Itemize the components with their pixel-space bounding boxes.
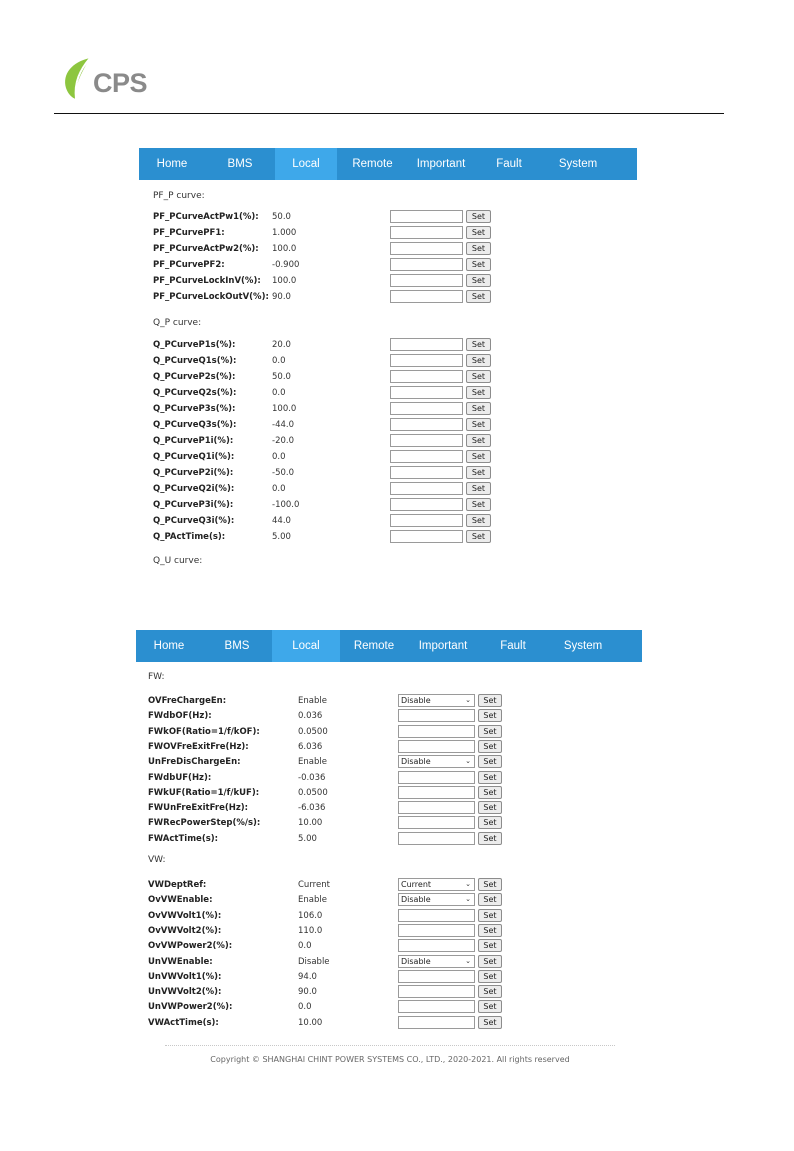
- value-input[interactable]: [390, 434, 463, 447]
- setting-row: [153, 450, 637, 466]
- current-value: 1.000: [272, 228, 297, 238]
- setting-row: [148, 955, 642, 971]
- set-button[interactable]: Set: [478, 909, 502, 922]
- chevron-down-icon: ⌄: [465, 895, 471, 904]
- setting-label: Q_PCurveP3i(%):: [153, 500, 234, 510]
- set-button[interactable]: Set: [478, 816, 502, 829]
- leaf-icon: [60, 56, 96, 100]
- current-value: 0.0500: [298, 787, 328, 798]
- set-button[interactable]: Set: [466, 466, 491, 479]
- value-input[interactable]: [390, 466, 463, 479]
- value-input[interactable]: [390, 514, 463, 527]
- select-value: Disable: [401, 956, 431, 966]
- current-value: 50.0: [272, 212, 291, 222]
- setting-label: PF_PCurveLockOutV(%):: [153, 292, 269, 302]
- current-value: 10.00: [298, 818, 323, 829]
- setting-label: FWRecPowerStep(%/s):: [148, 818, 261, 829]
- setting-row: [148, 694, 642, 710]
- current-value: 100.0: [272, 276, 297, 286]
- current-value: 0.0: [272, 356, 286, 366]
- cps-logo: [60, 56, 170, 104]
- current-value: 0.0: [272, 484, 286, 494]
- value-input[interactable]: [390, 354, 463, 367]
- section-title-q-u-curve: Q_U curve:: [153, 556, 203, 566]
- set-button[interactable]: Set: [466, 226, 491, 239]
- setting-row: [153, 258, 637, 274]
- setting-row: [153, 290, 637, 306]
- tab-bms[interactable]: BMS: [224, 640, 250, 652]
- set-button[interactable]: Set: [466, 274, 491, 287]
- setting-row: [148, 970, 642, 986]
- current-value: 0.036: [298, 711, 323, 722]
- current-value: 100.0: [272, 404, 297, 414]
- set-button[interactable]: Set: [478, 878, 502, 891]
- set-button[interactable]: Set: [466, 242, 491, 255]
- setting-row: [148, 1000, 642, 1016]
- setting-row: [148, 985, 642, 1001]
- select-value: Disable: [401, 757, 431, 767]
- current-value: 5.00: [272, 532, 291, 542]
- setting-row: [153, 386, 637, 402]
- current-value: 0.0: [298, 1002, 312, 1013]
- setting-row: [148, 1016, 642, 1032]
- value-input[interactable]: [390, 418, 463, 431]
- value-input[interactable]: [398, 1000, 475, 1013]
- set-button[interactable]: Set: [466, 258, 491, 271]
- current-value: Enable: [298, 757, 327, 768]
- tab-important[interactable]: Important: [416, 158, 466, 170]
- setting-row: [153, 514, 637, 530]
- value-input[interactable]: [390, 402, 463, 415]
- setting-label: PF_PCurveActPw2(%):: [153, 244, 259, 254]
- current-value: 0.0: [298, 941, 312, 952]
- setting-label: FWdbOF(Hz):: [148, 711, 212, 722]
- setting-label: OvVWPower2(%):: [148, 941, 233, 952]
- set-button[interactable]: Set: [478, 970, 502, 983]
- current-value: 0.0: [272, 388, 286, 398]
- set-button[interactable]: Set: [478, 1000, 502, 1013]
- current-value: 100.0: [272, 244, 297, 254]
- setting-label: Q_PActTime(s):: [153, 532, 226, 542]
- current-value: Disable: [298, 956, 330, 967]
- tab-local[interactable]: Local: [275, 148, 337, 180]
- current-value: 5.00: [298, 833, 317, 844]
- setting-label: VWDeptRef:: [148, 880, 207, 890]
- value-input[interactable]: [390, 498, 463, 511]
- setting-label: UnVWVolt1(%):: [148, 971, 222, 982]
- copyright-text: Copyright © SHANGHAI CHINT POWER SYSTEMS CO., LTD., 2020-2021. All rights reserved: [210, 1055, 570, 1064]
- set-button[interactable]: Set: [478, 955, 502, 968]
- setting-row: [148, 725, 642, 741]
- value-input[interactable]: [390, 370, 463, 383]
- setting-label: OvVWVolt2(%):: [148, 925, 222, 936]
- value-input[interactable]: [390, 482, 463, 495]
- set-button[interactable]: Set: [478, 939, 502, 952]
- setting-label: FWActTime(s):: [148, 833, 219, 844]
- setting-label: Q_PCurveP3s(%):: [153, 404, 236, 414]
- value-select[interactable]: [398, 878, 475, 891]
- current-value: -0.900: [272, 260, 300, 270]
- chevron-down-icon: ⌄: [465, 757, 471, 766]
- setting-label: Q_PCurveQ1s(%):: [153, 356, 237, 366]
- select-value: Disable: [401, 895, 431, 905]
- setting-row: [148, 893, 642, 909]
- setting-row: [153, 354, 637, 370]
- value-input[interactable]: [390, 450, 463, 463]
- tab-fault[interactable]: Fault: [496, 158, 522, 170]
- value-input[interactable]: [390, 530, 463, 543]
- setting-row: [148, 786, 642, 802]
- set-button[interactable]: Set: [466, 418, 491, 431]
- value-select[interactable]: [398, 694, 475, 707]
- setting-label: UnVWEnable:: [148, 956, 213, 967]
- setting-row: [148, 771, 642, 787]
- setting-row: [153, 242, 637, 258]
- current-value: -20.0: [272, 436, 294, 446]
- tab-system[interactable]: System: [563, 640, 603, 652]
- setting-row: [148, 832, 642, 848]
- value-input[interactable]: [390, 210, 463, 223]
- setting-label: PF_PCurvePF2:: [153, 260, 225, 270]
- set-button[interactable]: Set: [478, 694, 502, 707]
- value-input[interactable]: [398, 924, 475, 937]
- current-value: 110.0: [298, 925, 323, 936]
- tab-remote[interactable]: Remote: [353, 640, 395, 652]
- value-input[interactable]: [390, 226, 463, 239]
- chevron-down-icon: ⌄: [465, 956, 471, 965]
- setting-label: Q_PCurveP1i(%):: [153, 436, 234, 446]
- setting-label: Q_PCurveQ3i(%):: [153, 516, 235, 526]
- setting-label: Q_PCurveP2s(%):: [153, 372, 236, 382]
- value-input[interactable]: [398, 985, 475, 998]
- setting-label: Q_PCurveQ3s(%):: [153, 420, 237, 430]
- current-value: 44.0: [272, 516, 291, 526]
- setting-row: [153, 418, 637, 434]
- value-input[interactable]: [398, 801, 475, 814]
- chevron-down-icon: ⌄: [465, 880, 471, 888]
- setting-row: [153, 466, 637, 482]
- setting-row: [153, 370, 637, 386]
- value-input[interactable]: [398, 740, 475, 753]
- value-input[interactable]: [390, 338, 463, 351]
- setting-row: [148, 924, 642, 940]
- current-value: 50.0: [272, 372, 291, 382]
- current-value: -44.0: [272, 420, 294, 430]
- set-button[interactable]: Set: [466, 386, 491, 399]
- value-input[interactable]: [398, 909, 475, 922]
- setting-row: [153, 338, 637, 354]
- current-value: Enable: [298, 895, 327, 906]
- footer-divider: [165, 1045, 615, 1046]
- setting-label: PF_PCurveActPw1(%):: [153, 212, 259, 222]
- set-button[interactable]: Set: [466, 450, 491, 463]
- current-value: 90.0: [298, 987, 317, 998]
- value-input[interactable]: [398, 725, 475, 738]
- tab-important[interactable]: Important: [418, 640, 468, 652]
- setting-label: FWkUF(Ratio=1/f/kUF):: [148, 787, 260, 798]
- setting-label: Q_PCurveQ2i(%):: [153, 484, 235, 494]
- set-button[interactable]: Set: [466, 354, 491, 367]
- value-input[interactable]: [398, 970, 475, 983]
- set-button[interactable]: Set: [478, 893, 502, 906]
- section-title-vw: VW:: [148, 855, 166, 865]
- current-value: 0.0: [272, 452, 286, 462]
- value-select[interactable]: [398, 955, 475, 968]
- set-button[interactable]: Set: [466, 482, 491, 495]
- tab-local[interactable]: Local: [272, 630, 340, 662]
- panel-local-fw-vw: [136, 630, 642, 1032]
- section-title-q-p-curve: Q_P curve:: [153, 318, 202, 328]
- current-value: 90.0: [272, 292, 291, 302]
- setting-row: [148, 939, 642, 955]
- value-input[interactable]: [398, 832, 475, 845]
- current-value: -50.0: [272, 468, 294, 478]
- setting-label: Q_PCurveQ2s(%):: [153, 388, 237, 398]
- value-select[interactable]: [398, 893, 475, 906]
- setting-label: UnVWPower2(%):: [148, 1002, 233, 1013]
- setting-row: [153, 402, 637, 418]
- current-value: 10.00: [298, 1017, 323, 1028]
- set-button[interactable]: Set: [478, 801, 502, 814]
- value-input[interactable]: [398, 709, 475, 722]
- value-input[interactable]: [398, 1016, 475, 1029]
- current-value: -0.036: [298, 772, 326, 783]
- top-nav: [139, 148, 637, 180]
- set-button[interactable]: Set: [466, 434, 491, 447]
- setting-label: FWUnFreExitFre(Hz):: [148, 803, 249, 814]
- setting-label: UnVWVolt2(%):: [148, 987, 222, 998]
- section-title-fw: FW:: [148, 672, 165, 682]
- setting-row: [153, 434, 637, 450]
- value-input[interactable]: [390, 242, 463, 255]
- current-value: Enable: [298, 696, 327, 706]
- set-button[interactable]: Set: [478, 1016, 502, 1029]
- value-input[interactable]: [390, 274, 463, 287]
- tab-home[interactable]: Home: [153, 640, 185, 652]
- value-select[interactable]: [398, 755, 475, 768]
- setting-row: [153, 498, 637, 514]
- value-input[interactable]: [390, 386, 463, 399]
- select-value: Current: [401, 880, 432, 889]
- setting-row: [148, 740, 642, 756]
- set-button[interactable]: Set: [466, 530, 491, 543]
- current-value: 20.0: [272, 340, 291, 350]
- setting-row: [153, 530, 637, 546]
- tab-home[interactable]: Home: [156, 158, 188, 170]
- set-button[interactable]: Set: [466, 210, 491, 223]
- set-button[interactable]: Set: [478, 771, 502, 784]
- value-input[interactable]: [398, 771, 475, 784]
- value-input[interactable]: [398, 939, 475, 952]
- setting-label: OvVWEnable:: [148, 895, 213, 906]
- setting-row: [148, 801, 642, 817]
- section-title-pf-p-curve: PF_P curve:: [153, 191, 205, 201]
- set-button[interactable]: Set: [466, 290, 491, 303]
- setting-label: FWdbUF(Hz):: [148, 772, 212, 783]
- current-value: Current: [298, 880, 330, 890]
- set-button[interactable]: Set: [478, 985, 502, 998]
- setting-label: Q_PCurveQ1i(%):: [153, 452, 235, 462]
- setting-row: [148, 878, 642, 894]
- setting-label: PF_PCurvePF1:: [153, 228, 225, 238]
- set-button[interactable]: Set: [478, 924, 502, 937]
- set-button[interactable]: Set: [478, 786, 502, 799]
- setting-label: FWkOF(Ratio=1/f/kOF):: [148, 726, 260, 737]
- setting-label: Q_PCurveP2i(%):: [153, 468, 234, 478]
- value-input[interactable]: [390, 258, 463, 271]
- set-button[interactable]: Set: [478, 832, 502, 845]
- setting-row: [153, 226, 637, 242]
- set-button[interactable]: Set: [466, 498, 491, 511]
- set-button[interactable]: Set: [478, 755, 502, 768]
- current-value: 106.0: [298, 910, 323, 921]
- set-button[interactable]: Set: [466, 370, 491, 383]
- set-button[interactable]: Set: [466, 338, 491, 351]
- setting-row: [153, 482, 637, 498]
- setting-row: [148, 816, 642, 832]
- current-value: 0.0500: [298, 726, 328, 737]
- tab-fault[interactable]: Fault: [500, 640, 526, 652]
- setting-row: [148, 709, 642, 725]
- setting-row: [148, 909, 642, 925]
- current-value: 94.0: [298, 971, 317, 982]
- setting-label: OvVWVolt1(%):: [148, 910, 222, 921]
- select-value: Disable: [401, 696, 431, 705]
- setting-row: [148, 755, 642, 771]
- header-divider: [54, 113, 724, 114]
- setting-label: Q_PCurveP1s(%):: [153, 340, 236, 350]
- panel-local-curves: [139, 148, 637, 578]
- setting-label: UnFreDisChargeEn:: [148, 757, 241, 768]
- tab-system[interactable]: System: [558, 158, 598, 170]
- value-input[interactable]: [398, 816, 475, 829]
- value-input[interactable]: [398, 786, 475, 799]
- setting-label: OVFreChargeEn:: [148, 696, 227, 706]
- setting-label: FWOVFreExitFre(Hz):: [148, 741, 249, 752]
- set-button[interactable]: Set: [478, 709, 502, 722]
- set-button[interactable]: Set: [478, 725, 502, 738]
- tab-remote[interactable]: Remote: [352, 158, 393, 170]
- setting-label: PF_PCurveLockInV(%):: [153, 276, 261, 286]
- current-value: 6.036: [298, 741, 323, 752]
- set-button[interactable]: Set: [478, 740, 502, 753]
- value-input[interactable]: [390, 290, 463, 303]
- setting-row: [153, 274, 637, 290]
- set-button[interactable]: Set: [466, 514, 491, 527]
- tab-bms[interactable]: BMS: [227, 158, 253, 170]
- current-value: -6.036: [298, 803, 326, 814]
- chevron-down-icon: ⌄: [465, 696, 471, 704]
- set-button[interactable]: Set: [466, 402, 491, 415]
- top-nav: [136, 630, 642, 662]
- setting-row: [153, 210, 637, 226]
- current-value: -100.0: [272, 500, 300, 510]
- setting-label: VWActTime(s):: [148, 1017, 219, 1028]
- logo-wordmark: CPS: [93, 68, 148, 98]
